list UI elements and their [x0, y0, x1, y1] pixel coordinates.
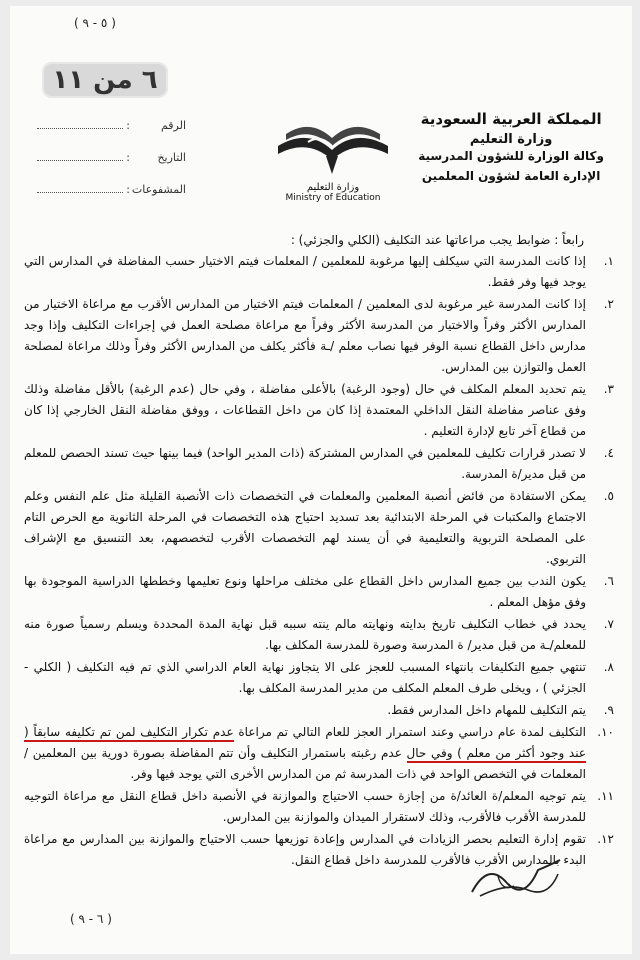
- item-text-end: عدم رغبته باستمرار التكليف وأن تتم المفاضلة بصورة دورية بين المعلمين / المعلمات في التخصص الواحد في ذات المدرسة ثم من المدارس الأخرى التي يوجد فيها وفر.: [24, 746, 586, 781]
- number-label: الرقم: [160, 119, 186, 132]
- signature-icon: [468, 852, 564, 902]
- item-number: ١١.: [597, 789, 614, 803]
- list-item: [24, 571, 614, 613]
- page-counter-badge: ٦ من ١١: [42, 62, 168, 98]
- list-item: [24, 657, 614, 699]
- item-text: [24, 722, 586, 785]
- item-number: ٥.: [603, 489, 614, 503]
- red-underlined-text: عدم تكرار التكليف لمن تم تكليفه سابقاً ( عند وجود أكثر من معلم ) وفي حال: [24, 725, 586, 763]
- logo-english-text: Ministry of Education: [285, 193, 381, 203]
- item-number: ٨.: [603, 660, 614, 674]
- attachments-line: [37, 182, 123, 193]
- book-logo-icon: [268, 116, 398, 178]
- item-number: ٦.: [603, 574, 614, 588]
- item-text: تقوم إدارة التعليم بحصر الزيادات في المدارس وإعادة توزيعها حسب الاحتياج والموازنة بين المدارس مع مراعاة البدء بالمدارس الأقرب فالأقرب للمدرسة داخل قطاع النقل.: [24, 832, 586, 867]
- item-number: ٤.: [603, 446, 614, 460]
- item-text: يتم تحديد المعلم المكلف في حال (وجود الرغبة) بالأعلى مفاضلة ، وفي حال (عدم الرغبة) بالأقل مفاضلة وذلك وفق عناصر مفاضلة النقل الداخلي المعتمدة إذا كان من داخل القطاعات ، ووفق مفاضلة النقل الخارجي إذا كان من قطاع آخر تابع لإدارة التعليم .: [24, 382, 586, 438]
- date-field: التاريخ:: [36, 150, 186, 164]
- item-number: ١٠.: [597, 725, 614, 739]
- page-code-top: ( ٥ - ٩ ): [74, 16, 116, 30]
- item-text: يحدد في خطاب التكليف تاريخ بدايته ونهايته مالم ينته سببه قبل نهاية المدة المحددة ويسلم رسمياً صورة منه للمعلم/ـة من قبل مدير/ ة المدرسة وصورة للمدرسة المكلف بها.: [24, 617, 586, 652]
- item-text: تنتهي جميع التكليفات بانتهاء المسبب للعجز على الا يتجاوز نهاية العام الدراسي الذي تم فيه التكليف ( الكلي - الجزئي ) ، ويخلى طرف المعلم المكلف من مدير المدرسة المكلف بها.: [24, 660, 586, 695]
- list-item: [24, 379, 614, 442]
- item-number: ٣.: [603, 382, 614, 396]
- document-page: [10, 6, 632, 954]
- item-text: يتم التكليف للمهام داخل المدارس فقط.: [387, 703, 586, 717]
- list-item: [24, 294, 614, 378]
- list-item: [24, 443, 614, 485]
- list-item: [24, 486, 614, 570]
- section-heading: رابعاً : ضوابط يجب مراعاتها عند التكليف (الكلي والجزئي) :: [290, 233, 584, 247]
- department-name: الإدارة العامة لشؤون المعلمين: [421, 169, 601, 183]
- list-item: [24, 786, 614, 828]
- list-item: [24, 614, 614, 656]
- list-item: [24, 251, 614, 293]
- item-number: ٩.: [603, 703, 614, 717]
- letterhead: [418, 110, 604, 183]
- attachments-field: المشفوعات:: [36, 182, 186, 196]
- logo-arabic-text: وزارة التعليم: [306, 182, 360, 193]
- item-number: ١.: [603, 254, 614, 268]
- number-line: [37, 118, 123, 129]
- item-text: يكون الندب بين جميع المدارس داخل القطاع على مختلف مراحلها ونوع تعليمها وخططها الدراسية الموجودة بها وفق مؤهل المعلم .: [24, 574, 586, 609]
- item-number: ١٢.: [597, 832, 614, 846]
- item-text: لا تصدر قرارات تكليف للمعلمين في المدارس المشتركة (ذات المدير الواحد) فيما بينها حيث تسند الحصص للمعلم من قبل مدير/ة المدرسة.: [24, 446, 586, 481]
- item-number: ٧.: [603, 617, 614, 631]
- list-item-highlighted: [24, 722, 614, 785]
- page-code-bottom: ( ٦ - ٩ ): [70, 912, 112, 926]
- item-text-start: التكليف لمدة عام دراسي وعند استمرار العجز للعام التالي تم مراعاة: [233, 725, 586, 739]
- item-number: ٢.: [603, 297, 614, 311]
- item-text: إذا كانت المدرسة التي سيكلف إليها مرغوبة للمعلمين / المعلمات فيتم الاختيار حسب المفاضلة في المدارس التي يوجد فيها وفر فقط.: [24, 254, 586, 289]
- country-name: المملكة العربية السعودية: [420, 110, 602, 128]
- agency-name: وكالة الوزارة للشؤون المدرسية: [418, 149, 604, 163]
- document-body: [24, 230, 614, 872]
- date-line: [37, 150, 123, 161]
- ministry-name: وزارة التعليم: [469, 132, 553, 147]
- number-field: الرقم:: [36, 118, 186, 132]
- date-label: التاريخ: [157, 151, 186, 164]
- item-text: يتم توجيه المعلم/ة العائد/ة من إجازة حسب الاحتياج والموازنة في الأنصبة داخل قطاع النقل مع مراعاة التوجيه للمدرسة الأقرب فالأقرب، وذلك لاستقرار الميدان والموازنة بين المدارس.: [24, 789, 586, 824]
- item-text: يمكن الاستفادة من فائض أنصبة المعلمين والمعلمات في التخصصات ذات الأنصبة القليلة مثل علم النفس وعلم الاجتماع والمكتبات في المرحلة الابتدائية بعد تسديد احتياج هذه التخصصات في المرحلة الثانوية مع الحرص التام على المصلحة التربوية والتعليمية في أن يسند لهم التخصصات الأقرب لتخصصهم، بعد التنسيق مع الإشراف التربوي.: [24, 489, 586, 566]
- list-item: [24, 700, 614, 721]
- ministry-logo: [268, 116, 398, 206]
- item-text: إذا كانت المدرسة غير مرغوبة لدى المعلمين / المعلمات فيتم الاختيار من المدارس الأقرب مع مراعاة الاختيار من المدارس الأكثر وفراً والاختيار من المدرسة الأكثر وفراً مع مراعاة مصلحة العمل في إجراءات التكليف وإذا وجد مدارس داخل القطاع نسبة الوفر فيها نصاب معلم /ـة فأكثر يكلف من المدارس الأكثر وفراً وذلك مراعاة لمصلحة العمل والتوازن بين المدارس.: [24, 297, 586, 374]
- attachments-label: المشفوعات: [131, 183, 186, 196]
